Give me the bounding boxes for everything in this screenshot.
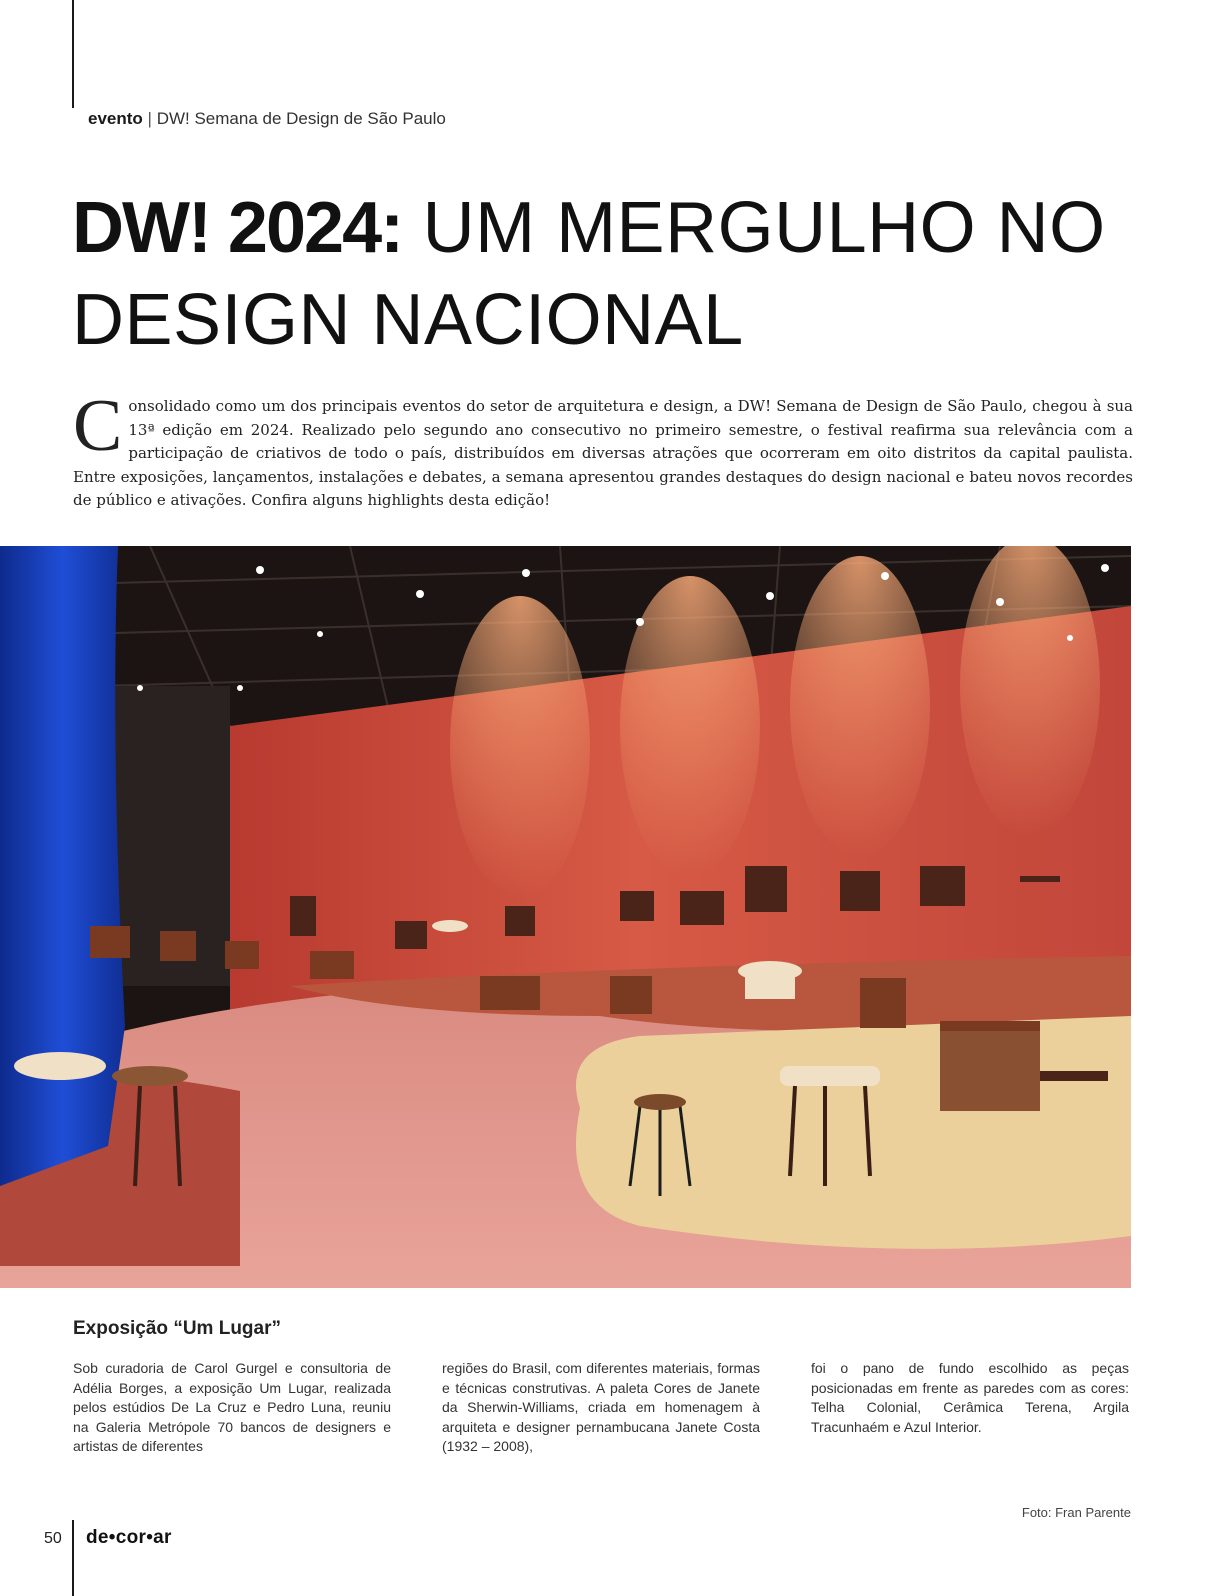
headline-bold: DW! 2024: [72, 188, 403, 268]
body-columns [73, 1359, 1131, 1457]
article-headline [72, 182, 1132, 366]
section-kicker [88, 109, 446, 129]
body-column-3: foi o pano de fundo escolhido as peças posicionadas em frente as paredes com as cores: Telha Colonial, Cerâmica Terena, Argila Tracunhaém e Azul Interior. [811, 1360, 1129, 1435]
exhibition-photo [0, 546, 1131, 1288]
event-name: DW! Semana de Design de São Paulo [156, 109, 446, 128]
drop-cap: C [73, 385, 123, 467]
section-label: evento [88, 109, 143, 128]
intro-paragraph [73, 385, 1133, 513]
magazine-brand: de•cor•ar [86, 1527, 172, 1548]
footer-rule [72, 1520, 74, 1596]
body-column-1: Sob curadoria de Carol Gurgel e consultoria de Adélia Borges, a exposição Um Lugar, realizada pelos estúdios De La Cruz e Pedro Luna, reuniu na Galeria Metrópole 70 bancos de designers e artistas de diferentes [73, 1360, 391, 1454]
top-rule [72, 0, 74, 108]
headline-light: UM MERGULHO NO DESIGN NACIONAL [72, 188, 1106, 360]
intro-text: onsolidado como um dos principais eventos do setor de arquitetura e design, a DW! Semana de Design de São Paulo, chegou à sua 13ª edição em 2024. Realizado pelo segundo ano consecutivo no primeiro semestre, o festival reafirma sua relevância com a participação de criativos de todo o país, distribuídos em diversas atrações que ocorreram em oito distritos da capital paulista. Entre exposições, lançamentos, instalações e debates, a semana apresentou grandes destaques do design nacional e bateu novos recordes de público e ativações. Confira alguns highlights desta edição! [73, 397, 1133, 509]
photo-credit: Foto: Fran Parente [1021, 1505, 1131, 1520]
section-heading: Exposição “Um Lugar” [73, 1318, 281, 1339]
kicker-separator: | [147, 109, 152, 128]
page-number: 50 [44, 1530, 62, 1547]
body-column-2: regiões do Brasil, com diferentes materiais, formas e técnicas construtivas. A paleta Cores de Janete da Sherwin-Williams, criada em homenagem à arquiteta e designer pernambucana Janete Costa (1932 – 2008), [442, 1360, 760, 1454]
